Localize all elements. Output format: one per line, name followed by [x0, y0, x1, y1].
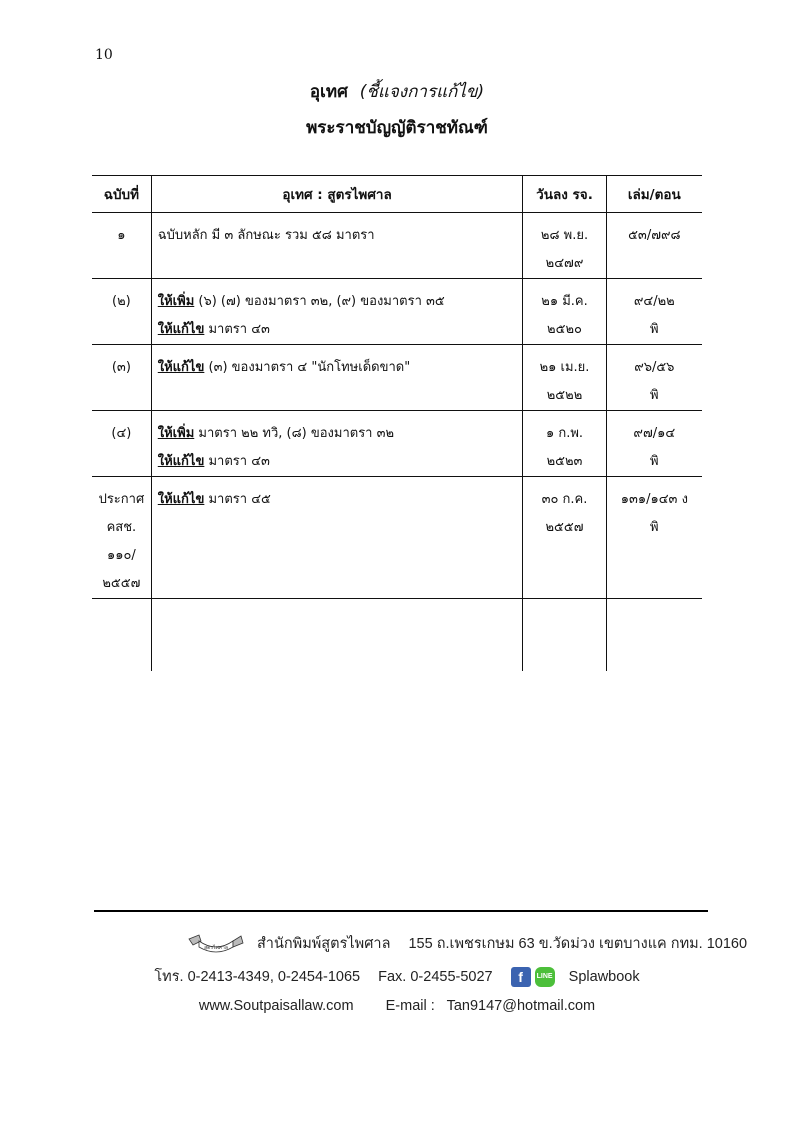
footer-contact-line: [0, 965, 794, 988]
svg-text:สูตรไพศาล: สูตรไพศาล: [204, 945, 228, 952]
volume-cell: ๑๓๑/๑๔๓ ง พิ: [606, 477, 702, 599]
keyword-amend: ให้แก้ไข: [157, 454, 205, 469]
social-handle: Splawbook: [568, 969, 640, 985]
date-cell: ๓๐ ก.ค. ๒๕๕๗: [523, 477, 606, 599]
phone-numbers: โทร. 0-2413-4349, 0-2454-1065: [154, 969, 361, 985]
volume-cell: ๙๖/๕๖ พิ: [606, 345, 702, 411]
publisher-name: สำนักพิมพ์สูตรไพศาล: [256, 936, 391, 952]
website-link[interactable]: www.Soutpaisallaw.com: [198, 998, 354, 1014]
header-date: วันลง รจ.: [523, 176, 606, 213]
line-app-icon: LINE: [535, 967, 555, 987]
header-description: อุเทศ : สูตรไพศาล: [151, 176, 523, 213]
email-link[interactable]: Tan9147@hotmail.com: [446, 998, 596, 1014]
volume-cell: ๕๓/๗๙๘: [606, 213, 702, 279]
footer-address-line: [70, 932, 794, 955]
email-label: E-mail :: [385, 998, 435, 1014]
keyword-amend: ให้แก้ไข: [157, 492, 205, 507]
description-cell: ให้เพิ่ม มาตรา ๒๒ ทวิ, (๘) ของมาตรา ๓๒ ให้แก้ไข มาตรา ๔๓: [151, 411, 523, 477]
amendment-table: [92, 175, 702, 671]
volume-cell: ๙๗/๑๔ พิ: [606, 411, 702, 477]
publisher-address: 155 ถ.เพชรเกษม 63 ข.วัดม่วง เขตบางแค กทม. 10160: [408, 936, 748, 952]
description-cell: ให้เพิ่ม (๖) (๗) ของมาตรา ๓๒, (๙) ของมาตรา ๓๕ ให้แก้ไข มาตรา ๔๓: [151, 279, 523, 345]
table-row: [92, 411, 702, 477]
page-subtitle: พระราชบัญญัติราชทัณฑ์: [306, 118, 488, 138]
table-row: [92, 477, 702, 599]
volume-cell: ๙๔/๒๒ พิ: [606, 279, 702, 345]
page-title: [0, 78, 794, 105]
edition-cell: ๑: [92, 213, 151, 279]
edition-cell: (๒): [92, 279, 151, 345]
footer-web-line: [0, 998, 794, 1014]
description-cell: ให้แก้ไข (๓) ของมาตรา ๔ "นักโทษเด็ดขาด": [151, 345, 523, 411]
keyword-amend: ให้แก้ไข: [157, 322, 205, 337]
table-row: [92, 213, 702, 279]
table-row: [92, 345, 702, 411]
fax-number: Fax. 0-2455-5027: [378, 969, 493, 985]
title-main: อุเทศ: [309, 82, 348, 102]
keyword-add: ให้เพิ่ม: [157, 294, 195, 309]
title-parenthetical: (ชี้แจงการแก้ไข): [359, 82, 485, 102]
date-cell: ๒๑ มี.ค. ๒๕๒๐: [523, 279, 606, 345]
publisher-scroll-logo-icon: [187, 933, 245, 955]
header-edition: ฉบับที่: [92, 176, 151, 213]
page-number: 10: [95, 47, 113, 63]
description-cell: ให้แก้ไข มาตรา ๔๕: [151, 477, 523, 599]
table-row-empty: [92, 599, 702, 672]
date-cell: ๑ ก.พ. ๒๕๒๓: [523, 411, 606, 477]
edition-cell: ประกาศ คสช. ๑๑๐/ ๒๕๕๗: [92, 477, 151, 599]
keyword-add: ให้เพิ่ม: [157, 426, 195, 441]
date-cell: ๒๘ พ.ย. ๒๔๗๙: [523, 213, 606, 279]
footer-divider: [94, 910, 708, 912]
keyword-amend: ให้แก้ไข: [157, 360, 205, 375]
description-cell: ฉบับหลัก มี ๓ ลักษณะ รวม ๕๘ มาตรา: [151, 213, 523, 279]
facebook-icon: f: [511, 967, 531, 987]
date-cell: ๒๑ เม.ย. ๒๕๒๒: [523, 345, 606, 411]
header-volume: เล่ม/ตอน: [606, 176, 702, 213]
edition-cell: (๔): [92, 411, 151, 477]
table-row: [92, 279, 702, 345]
edition-cell: (๓): [92, 345, 151, 411]
table-header-row: [92, 176, 702, 213]
